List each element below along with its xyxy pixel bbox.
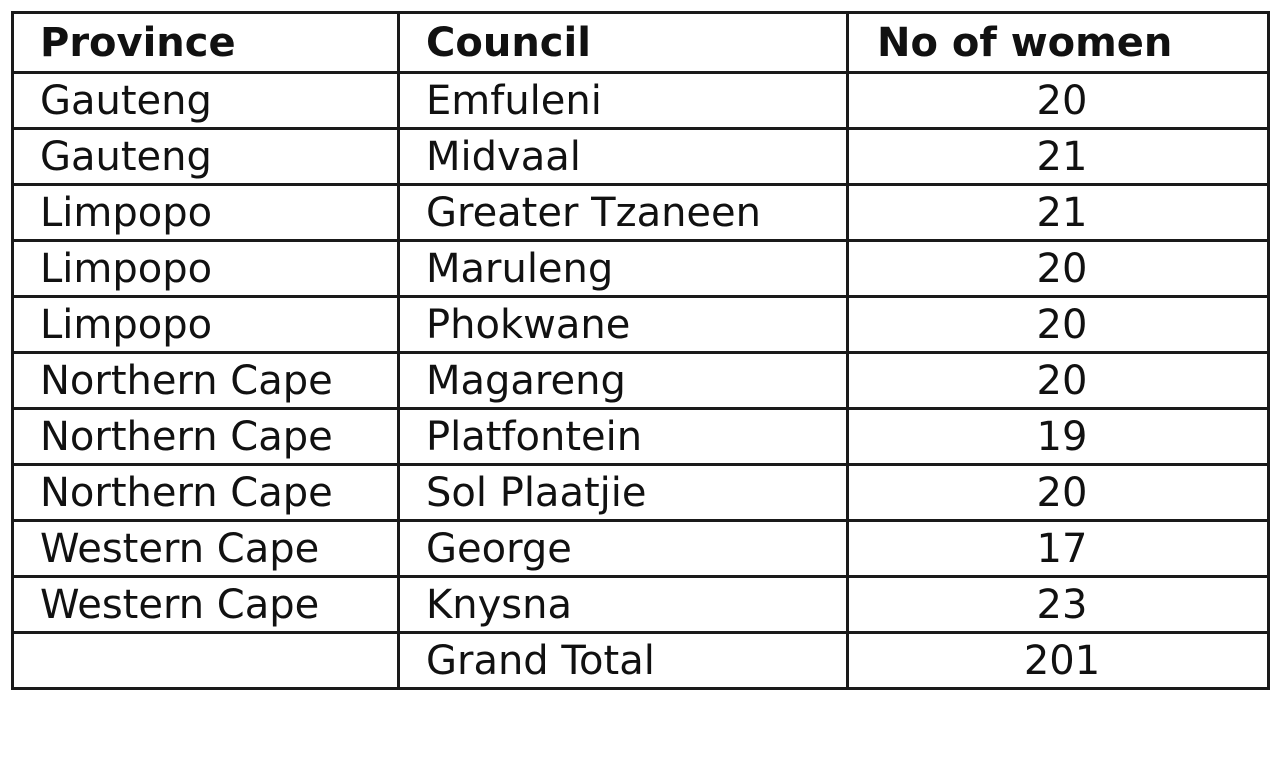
table-row xyxy=(13,185,1269,241)
province-cell: Limpopo xyxy=(13,297,399,353)
column-header-council: Council xyxy=(399,13,848,73)
table-row xyxy=(13,241,1269,297)
council-cell: George xyxy=(399,521,848,577)
province-cell: Western Cape xyxy=(13,521,399,577)
women-count-cell: 20 xyxy=(848,353,1269,409)
women-count-cell: 20 xyxy=(848,465,1269,521)
grand-total-value: 201 xyxy=(848,633,1269,689)
province-cell: Western Cape xyxy=(13,577,399,633)
council-cell: Knysna xyxy=(399,577,848,633)
women-count-cell: 21 xyxy=(848,129,1269,185)
women-count-cell: 20 xyxy=(848,297,1269,353)
council-cell: Platfontein xyxy=(399,409,848,465)
women-count-cell: 19 xyxy=(848,409,1269,465)
women-count-cell: 23 xyxy=(848,577,1269,633)
women-by-council-table xyxy=(11,11,1270,690)
council-cell: Sol Plaatjie xyxy=(399,465,848,521)
council-cell: Emfuleni xyxy=(399,73,848,129)
table-row xyxy=(13,73,1269,129)
council-cell: Phokwane xyxy=(399,297,848,353)
province-cell: Northern Cape xyxy=(13,353,399,409)
council-cell: Maruleng xyxy=(399,241,848,297)
table-row xyxy=(13,297,1269,353)
table-row xyxy=(13,129,1269,185)
table-row xyxy=(13,465,1269,521)
grand-total-row xyxy=(13,633,1269,689)
council-cell: Magareng xyxy=(399,353,848,409)
province-cell: Northern Cape xyxy=(13,465,399,521)
column-header-no-of-women: No of women xyxy=(848,13,1269,73)
column-header-province: Province xyxy=(13,13,399,73)
women-count-cell: 20 xyxy=(848,73,1269,129)
women-count-cell: 20 xyxy=(848,241,1269,297)
women-count-cell: 17 xyxy=(848,521,1269,577)
grand-total-label: Grand Total xyxy=(399,633,848,689)
province-cell: Northern Cape xyxy=(13,409,399,465)
table-row xyxy=(13,409,1269,465)
table-row xyxy=(13,521,1269,577)
women-count-cell: 21 xyxy=(848,185,1269,241)
province-cell: Gauteng xyxy=(13,129,399,185)
table-row xyxy=(13,577,1269,633)
table-row xyxy=(13,353,1269,409)
province-cell: Limpopo xyxy=(13,241,399,297)
province-cell: Gauteng xyxy=(13,73,399,129)
province-cell: Limpopo xyxy=(13,185,399,241)
table-header-row xyxy=(13,13,1269,73)
grand-total-province-cell xyxy=(13,633,399,689)
council-cell: Midvaal xyxy=(399,129,848,185)
council-cell: Greater Tzaneen xyxy=(399,185,848,241)
